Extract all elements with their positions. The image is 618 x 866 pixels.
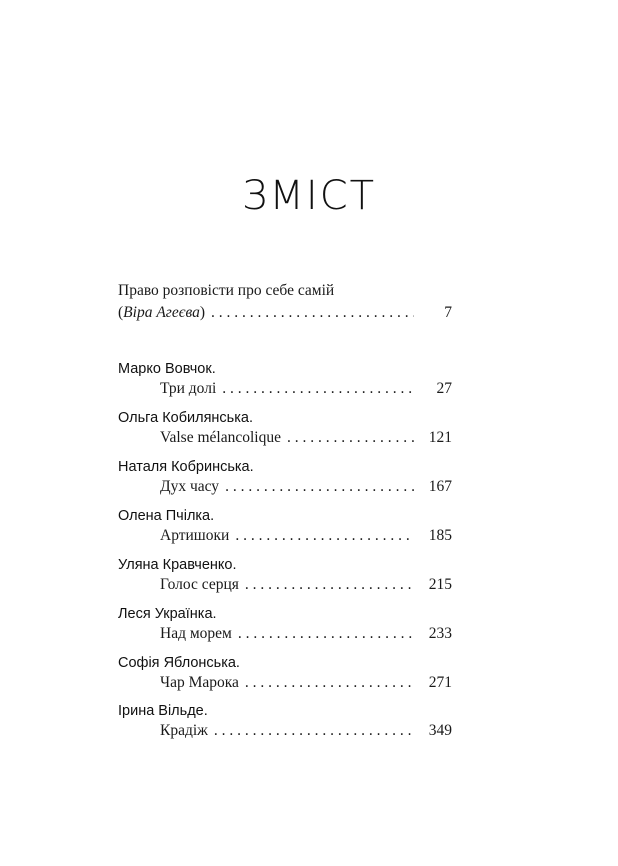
toc-entry[interactable] xyxy=(160,526,452,546)
leader-dots xyxy=(238,624,414,644)
leader-dots xyxy=(222,379,414,399)
work-title: Чар Марока xyxy=(160,674,239,691)
page-number: 27 xyxy=(436,380,452,397)
work-title: Голос серця xyxy=(160,576,239,593)
work-title: Дух часу xyxy=(160,478,220,495)
leader-dots xyxy=(235,526,414,546)
foreword-title-text: Право розповісти про себе самій xyxy=(118,282,335,299)
work-title: Крадіж xyxy=(160,722,208,739)
work-title: Над морем xyxy=(160,625,232,642)
toc-entry[interactable] xyxy=(160,575,452,595)
author-name: Ірина Вільде. xyxy=(118,703,208,719)
page-number: 271 xyxy=(428,674,452,691)
page-number: 233 xyxy=(428,625,452,642)
toc-entry[interactable] xyxy=(160,379,452,399)
work-title: Три долі xyxy=(160,380,217,397)
leader-dots xyxy=(245,673,414,693)
work-title: Артишоки xyxy=(160,527,230,544)
foreword-author: (Віра Агеєва) xyxy=(118,304,206,321)
leader-dots xyxy=(211,303,414,323)
toc-entry[interactable] xyxy=(160,477,452,497)
author-name: Софія Яблонська. xyxy=(118,655,240,671)
page-number: 349 xyxy=(428,722,452,739)
work-title: Valse mélancolique xyxy=(160,429,281,446)
leader-dots xyxy=(287,428,414,448)
author-name: Ольга Кобилянська. xyxy=(118,410,253,426)
toc-entry[interactable] xyxy=(160,721,452,741)
page-number: 121 xyxy=(428,429,452,446)
foreword-entry[interactable] xyxy=(118,303,452,323)
leader-dots xyxy=(225,477,414,497)
author-name: Марко Вовчок. xyxy=(118,361,216,377)
page-title: ЗМІСТ xyxy=(241,173,377,219)
leader-dots xyxy=(245,575,414,595)
toc-entry[interactable] xyxy=(160,624,452,644)
author-name: Уляна Кравченко. xyxy=(118,557,237,573)
toc-entry[interactable] xyxy=(160,673,452,693)
author-name: Олена Пчілка. xyxy=(118,508,215,524)
foreword-title xyxy=(118,281,452,301)
author-name: Наталя Кобринська. xyxy=(118,459,254,475)
leader-dots xyxy=(214,721,414,741)
page-number: 7 xyxy=(444,304,452,321)
page-number: 215 xyxy=(428,576,452,593)
toc-entry[interactable] xyxy=(160,428,452,448)
author-name: Леся Українка. xyxy=(118,606,217,622)
page-number: 167 xyxy=(428,478,452,495)
page-number: 185 xyxy=(428,527,452,544)
